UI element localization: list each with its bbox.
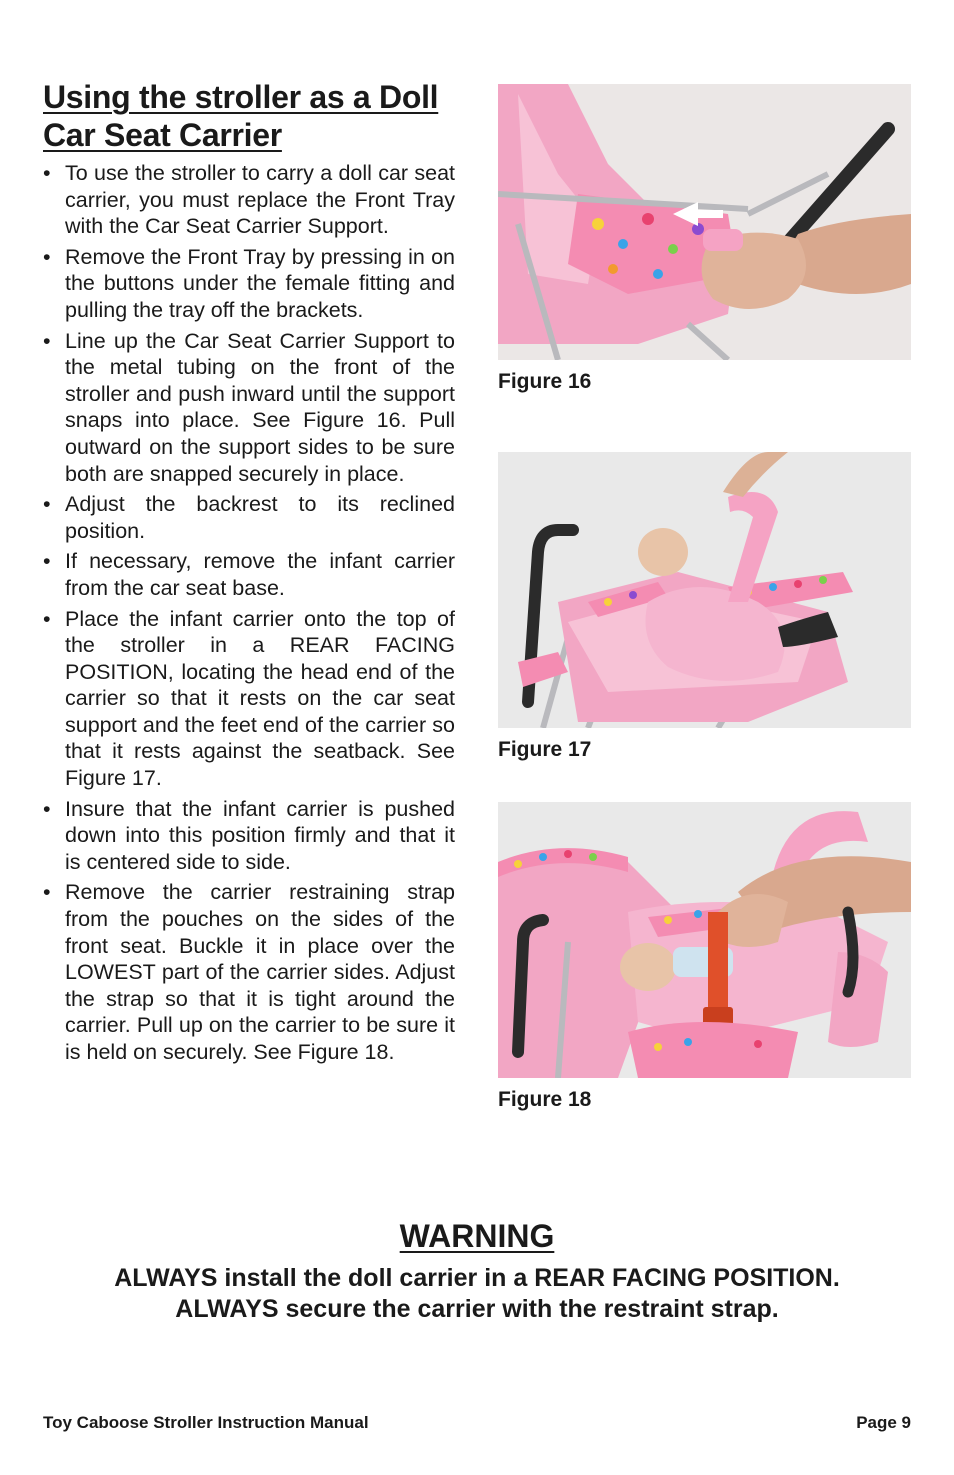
page-title: Using the stroller as a Doll Car Seat Carrier xyxy=(43,79,439,153)
bullet: • xyxy=(43,549,51,574)
bullet: • xyxy=(43,244,51,269)
instruction-list xyxy=(43,160,455,1070)
list-item xyxy=(43,548,455,601)
bullet: • xyxy=(43,492,51,517)
bullet: • xyxy=(43,606,51,631)
figure-caption: Figure 18 xyxy=(498,1088,592,1111)
warning-line-2: ALWAYS secure the carrier with the restraint strap. xyxy=(175,1295,779,1323)
figure-caption: Figure 16 xyxy=(498,370,592,393)
bullet: • xyxy=(43,796,51,821)
list-item xyxy=(43,244,455,324)
list-item xyxy=(43,879,455,1065)
figure-18-photo xyxy=(498,802,911,1078)
footer-manual-title: Toy Caboose Stroller Instruction Manual xyxy=(43,1413,369,1432)
step-text: To use the stroller to carry a doll car seat carrier, you must replace the Front Tray with the Car Seat Carrier Support. xyxy=(65,161,455,239)
figure-18 xyxy=(498,802,911,1113)
figure-16-photo xyxy=(498,84,911,360)
step-text: Remove the Front Tray by pressing in on the buttons under the female fitting and pulling the tray off the brackets. xyxy=(65,244,455,322)
step-text: Insure that the infant carrier is pushed down into this position firmly and that it is centered side to side. xyxy=(65,796,455,874)
figure-caption: Figure 17 xyxy=(498,738,592,761)
step-text: Remove the carrier restraining strap from the pouches on the sides of the front seat. Buckle it in place over the LOWEST part of the carrier sides. Adjust the strap so that it is tight around the carrier. Pull up on the carrier to be sure it is held on securely. See Figure 18. xyxy=(65,880,455,1064)
step-text: If necessary, remove the infant carrier from the car seat base. xyxy=(65,549,455,600)
figure-17-photo xyxy=(498,452,911,728)
step-text: Adjust the backrest to its reclined position. xyxy=(65,492,455,543)
footer-page-number: Page 9 xyxy=(856,1413,911,1432)
list-item xyxy=(43,328,455,488)
warning-title: WARNING xyxy=(399,1218,555,1254)
bullet: • xyxy=(43,880,51,905)
list-item xyxy=(43,160,455,240)
list-item xyxy=(43,491,455,544)
warning-text xyxy=(0,1263,954,1325)
step-text: Place the infant carrier onto the top of the stroller in a REAR FACING POSITION, locating the head end of the carrier so that it rests on the car seat support and the feet end of the carrier so that it rests against the seatback. See Figure 17. xyxy=(65,606,455,791)
bullet: • xyxy=(43,328,51,353)
list-item xyxy=(43,606,455,792)
figure-16 xyxy=(498,84,911,395)
warning-line-1: ALWAYS install the doll carrier in a REAR FACING POSITION. xyxy=(114,1264,840,1292)
list-item xyxy=(43,796,455,876)
bullet: • xyxy=(43,161,51,185)
step-text: Line up the Car Seat Carrier Support to the metal tubing on the front of the stroller and push inward until the support snaps into place. See Figure 16. Pull outward on the support sides to be sure both are snapped securely in place. xyxy=(65,328,455,486)
figure-17 xyxy=(498,452,911,763)
